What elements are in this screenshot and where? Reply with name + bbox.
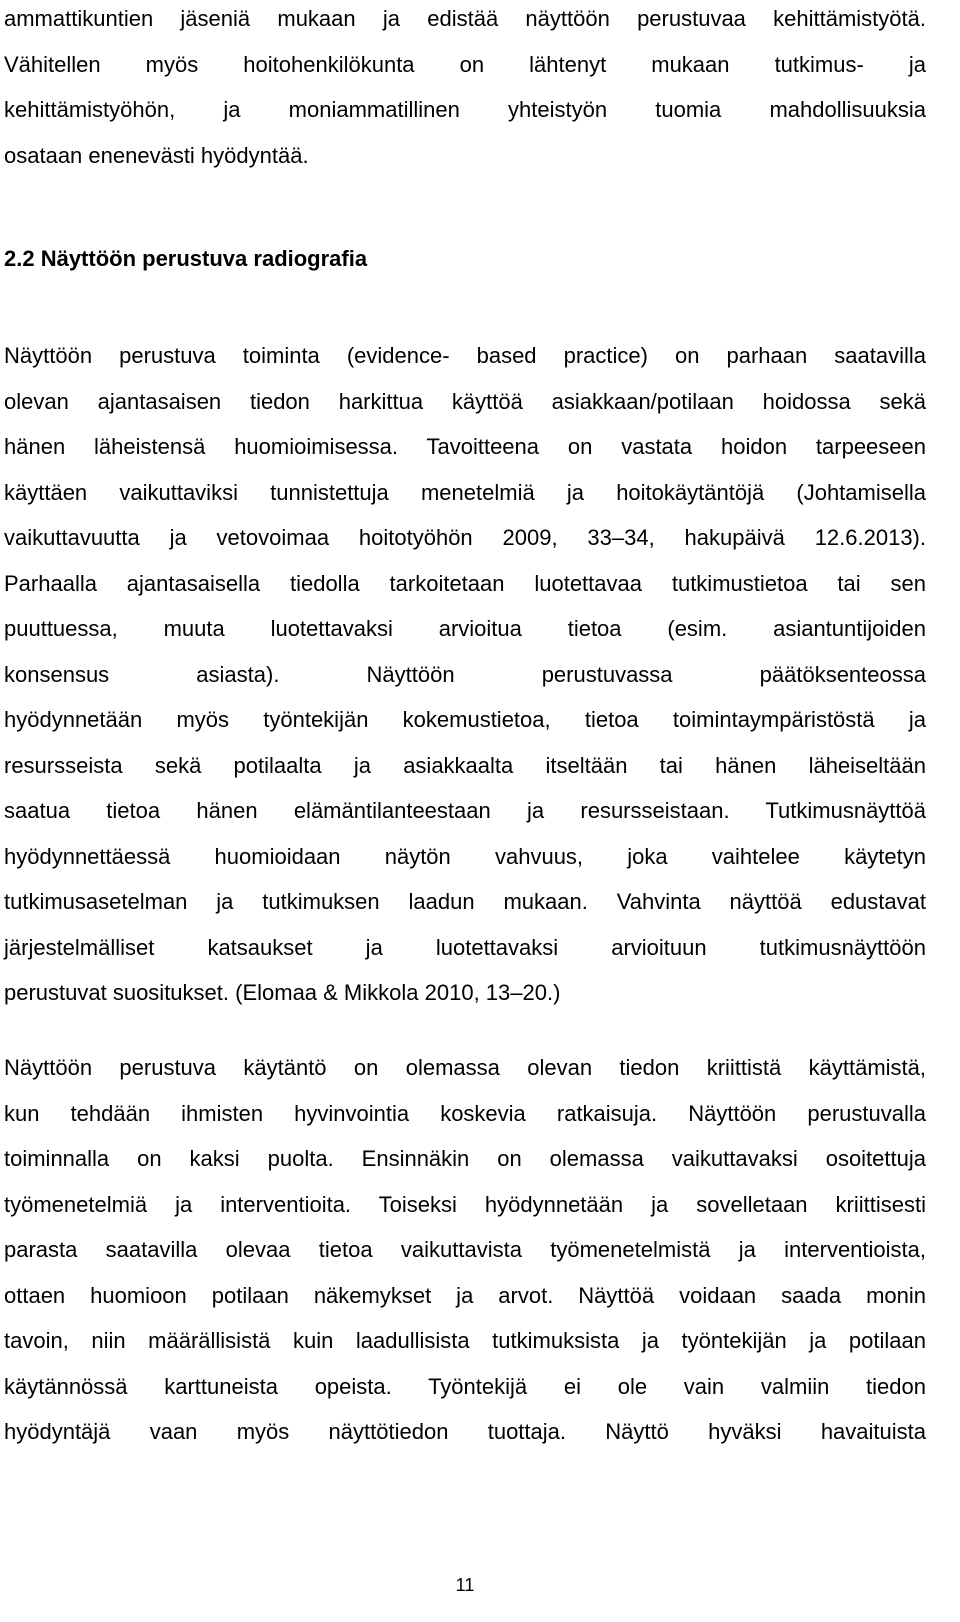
text-line: Näyttöön perustuva käytäntö on olemassa olevan tiedon kriittistä käyttämistä, xyxy=(4,1055,926,1080)
text-line: Parhaalla ajantasaisella tiedolla tarkoitetaan luotettavaa tutkimustietoa tai sen xyxy=(4,570,926,596)
text-line: ottaen huomioon potilaan näkemykset ja arvot. Näyttöä voidaan saada monin xyxy=(4,1282,926,1308)
paragraph-main xyxy=(4,333,926,1016)
text-line: järjestelmälliset katsaukset ja luotettavaksi arvioituun tutkimusnäyttöön xyxy=(4,934,926,960)
paragraph-intro xyxy=(4,0,926,178)
text-line: käyttäen vaikuttaviksi tunnistettuja menetelmiä ja hoitokäytäntöjä (Johtamisella xyxy=(4,479,926,505)
page-number: 11 xyxy=(455,1575,475,1595)
text-line: kun tehdään ihmisten hyvinvointia koskevia ratkaisuja. Näyttöön perustuvalla xyxy=(4,1100,926,1126)
text-line: osataan enenevästi hyödyntää. xyxy=(4,142,309,168)
text-line: Vähitellen myös hoitohenkilökunta on lähtenyt mukaan tutkimus- ja xyxy=(4,51,926,77)
section-heading: 2.2 Näyttöön perustuva radiografia xyxy=(4,246,368,271)
text-line: konsensus asiasta). Näyttöön perustuvassa päätöksenteossa xyxy=(4,661,926,687)
text-line: käytännössä karttuneista opeista. Työntekijä ei ole vain valmiin tiedon xyxy=(4,1373,926,1399)
text-line: vaikuttavuutta ja vetovoimaa hoitotyöhön 2009, 33‒34, hakupäivä 12.6.2013). xyxy=(4,525,926,550)
text-line: hänen läheistensä huomioimisessa. Tavoitteena on vastata hoidon tarpeeseen xyxy=(4,434,926,459)
text-line: hyödyntäjä vaan myös näyttötiedon tuottaja. Näyttö hyväksi havaituista xyxy=(4,1419,926,1444)
text-line: toiminnalla on kaksi puolta. Ensinnäkin on olemassa vaikuttavaksi osoitettuja xyxy=(4,1146,926,1171)
text-line: tavoin, niin määrällisistä kuin laadullisista tutkimuksista ja työntekijän ja potilaan xyxy=(4,1328,926,1353)
text-line: parasta saatavilla olevaa tietoa vaikuttavista työmenetelmistä ja interventioista, xyxy=(4,1237,926,1262)
text-line: Näyttöön perustuva toiminta (evidence- based practice) on parhaan saatavilla xyxy=(4,343,926,368)
text-line: saatua tietoa hänen elämäntilanteestaan ja resursseistaan. Tutkimusnäyttöä xyxy=(4,798,926,823)
text-line: hyödynnettäessä huomioidaan näytön vahvuus, joka vaihtelee käytetyn xyxy=(4,843,926,869)
text-line: tutkimusasetelman ja tutkimuksen laadun mukaan. Vahvinta näyttöä edustavat xyxy=(4,889,926,914)
paragraph-practice xyxy=(4,1045,926,1455)
text-line: puuttuessa, muuta luotettavaksi arvioitua tietoa (esim. asiantuntijoiden xyxy=(4,616,926,641)
text-line: perustuvat suositukset. (Elomaa & Mikkola 2010, 13‒20.) xyxy=(4,980,561,1005)
text-line: työmenetelmiä ja interventioita. Toiseksi hyödynnetään ja sovelletaan kriittisesti xyxy=(4,1191,926,1217)
text-line: olevan ajantasaisen tiedon harkittua käyttöä asiakkaan/potilaan hoidossa sekä xyxy=(4,388,926,414)
text-line: hyödynnetään myös työntekijän kokemustietoa, tietoa toimintaympäristöstä ja xyxy=(4,707,926,732)
text-line: ammattikuntien jäseniä mukaan ja edistää näyttöön perustuvaa kehittämistyötä. xyxy=(4,6,926,31)
text-line: kehittämistyöhön, ja moniammatillinen yhteistyön tuomia mahdollisuuksia xyxy=(4,97,926,122)
text-line: resursseista sekä potilaalta ja asiakkaalta itseltään tai hänen läheiseltään xyxy=(4,752,926,778)
